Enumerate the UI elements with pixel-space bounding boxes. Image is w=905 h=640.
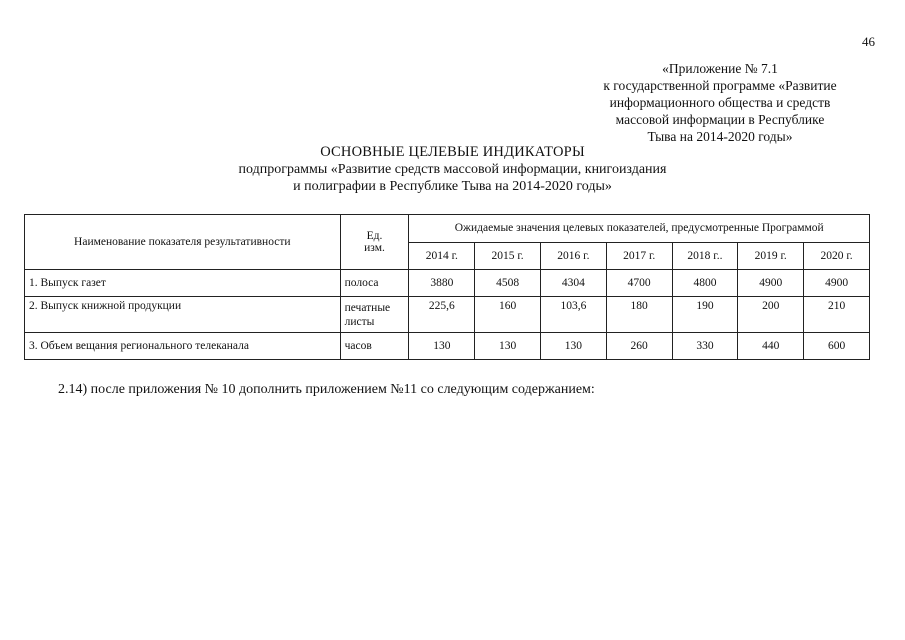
row-indicator-name: 1. Выпуск газет — [25, 270, 341, 297]
row-value: 600 — [804, 333, 870, 360]
row-value: 4700 — [606, 270, 672, 297]
row-value: 4508 — [475, 270, 541, 297]
row-value: 103,6 — [541, 297, 607, 333]
title-sub-line1: подпрограммы «Развитие средств массовой информации, книгоиздания — [238, 162, 667, 177]
row-value: 4304 — [541, 270, 607, 297]
header-year: 2015 г. — [475, 242, 541, 270]
row-value: 4900 — [804, 270, 870, 297]
row-value: 130 — [541, 333, 607, 360]
header-expected-values: Ожидаемые значения целевых показателей, предусмотренные Программой — [409, 215, 870, 243]
page-number: 46 — [862, 34, 875, 49]
row-indicator-name: 3. Объем вещания регионального телеканала — [25, 333, 341, 360]
row-value: 200 — [738, 297, 804, 333]
header-year: 2019 г. — [738, 242, 804, 270]
appendix-reference — [560, 60, 880, 145]
header-indicator-name: Наименование показателя результативности — [25, 215, 341, 270]
row-unit-line1: полоса — [344, 277, 379, 289]
row-value: 440 — [738, 333, 804, 360]
row-unit — [340, 297, 409, 333]
row-value: 330 — [672, 333, 738, 360]
document-title — [0, 144, 905, 195]
row-value: 225,6 — [409, 297, 475, 333]
header-year: 2018 г.. — [672, 242, 738, 270]
header-unit-line2: изм. — [364, 242, 385, 254]
row-value: 260 — [606, 333, 672, 360]
row-unit-line1: часов — [344, 340, 372, 352]
title-sub-line2: и полиграфии в Республике Тыва на 2014-2020 годы» — [293, 179, 612, 194]
row-value: 4800 — [672, 270, 738, 297]
row-value: 4900 — [738, 270, 804, 297]
row-unit-line2: листы — [344, 315, 375, 328]
table-row — [25, 333, 870, 360]
header-year: 2020 г. — [804, 242, 870, 270]
row-unit-line1: печатные — [344, 301, 391, 314]
appendix-line: массовой информации в Республике — [615, 112, 825, 127]
row-unit — [340, 270, 409, 297]
row-value: 210 — [804, 297, 870, 333]
table-header-row — [25, 215, 870, 243]
row-unit — [340, 333, 409, 360]
header-year: 2017 г. — [606, 242, 672, 270]
header-unit-line1: Ед. — [366, 230, 383, 242]
row-value: 130 — [475, 333, 541, 360]
title-main: ОСНОВНЫЕ ЦЕЛЕВЫЕ ИНДИКАТОРЫ — [320, 144, 585, 160]
appendix-line: к государственной программе «Развитие — [603, 78, 837, 93]
row-value: 3880 — [409, 270, 475, 297]
header-year: 2016 г. — [541, 242, 607, 270]
table-row — [25, 297, 870, 333]
indicators-table — [24, 214, 870, 360]
appendix-line: Тыва на 2014-2020 годы» — [647, 129, 793, 144]
row-value: 130 — [409, 333, 475, 360]
header-unit — [340, 215, 409, 270]
row-value: 180 — [606, 297, 672, 333]
appendix-line: «Приложение № 7.1 — [662, 61, 778, 76]
amendment-paragraph: 2.14) после приложения № 10 дополнить приложением №11 со следующим содержанием: — [58, 382, 595, 397]
row-value: 190 — [672, 297, 738, 333]
row-indicator-name: 2. Выпуск книжной продукции — [25, 297, 341, 333]
appendix-line: информационного общества и средств — [609, 95, 831, 110]
row-value: 160 — [475, 297, 541, 333]
table-row — [25, 270, 870, 297]
header-year: 2014 г. — [409, 242, 475, 270]
